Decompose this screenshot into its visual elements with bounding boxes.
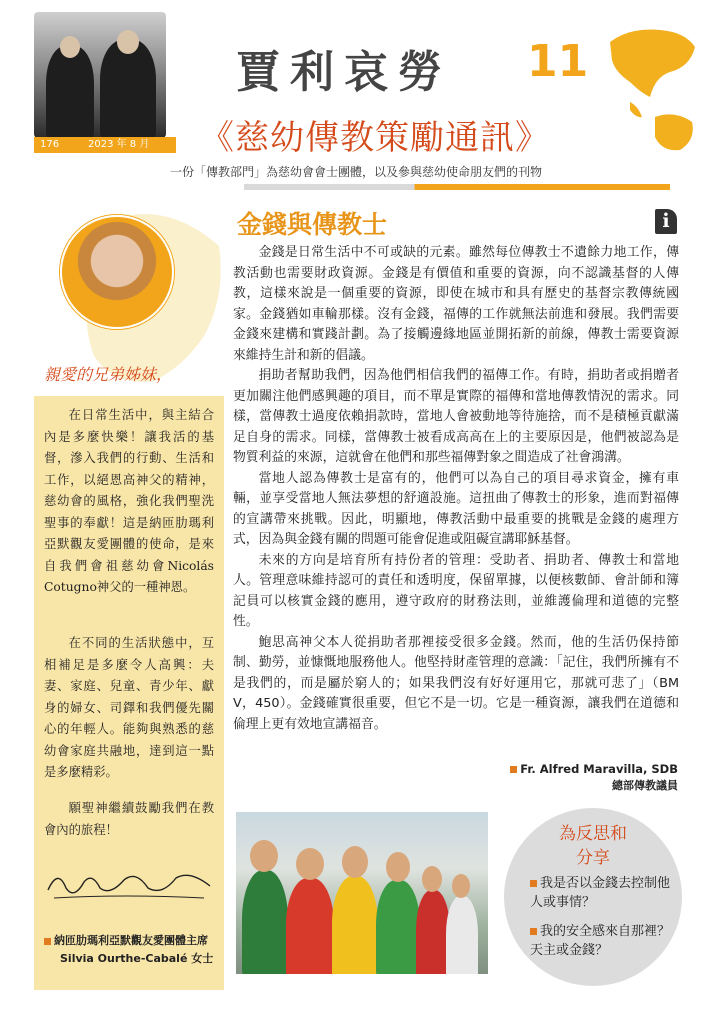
founders-photo: [34, 12, 166, 138]
article-title: 金錢與傳教士: [237, 210, 388, 239]
issue-number: 176: [40, 139, 60, 150]
signatory-name: Silvia Ourthe-Cabalé 女士: [60, 952, 214, 965]
author-portrait: [60, 215, 174, 329]
handwritten-signature: [44, 860, 214, 904]
reflection-question: 我的安全感來自那裡？天主或金錢？: [530, 924, 671, 958]
letter-paragraph: 願聖神繼續鼓勵我們在教會內的旅程！: [44, 801, 214, 837]
bullet-square-icon: [530, 880, 537, 887]
letter-greeting: 親愛的兄弟姊妹，: [44, 365, 173, 384]
tagline: 一份「傳教部門」為慈幼會會士團體，以及參與慈幼使命朋友們的刊物: [170, 165, 543, 179]
author-role: 總部傳教議員: [612, 779, 678, 792]
header-rule: [244, 184, 670, 190]
article-paragraph: 當地人認為傳教士是富有的，他們可以為自己的項目尋求資金，擁有車輛，並享受當地人無法夢想的舒適設施。這扭曲了傳教士的形象，進而對福傳的宣講帶來挑戰。因此，明顯地，傳教活動中最重要的挑戰是金錢的處理方式，因為與金錢有關的問題可能會促進或阻礙宣講耶穌基督。: [233, 470, 679, 547]
letter-paragraph: 在日常生活中，與主結合內是多麼快樂！讓我活的基督，滲入我們的行動、生活和工作，以絕恩高神父的精神，慈幼會的風格，強化我們聖洗聖事的奉獻！這是納匝肋瑪利亞默觀友愛團體的使命，是來自我們會祖慈幼會Nicolás Cotugno神父的一種神恩。: [44, 408, 214, 594]
bullet-square-icon: [44, 938, 51, 945]
bullet-square-icon: [530, 928, 537, 935]
youth-group-photo: [236, 812, 488, 974]
masthead-number: 11: [527, 36, 589, 87]
info-icon: i: [655, 209, 677, 234]
issue-bar: [34, 137, 176, 153]
letter-paragraph: 在不同的生活狀態中，互相補足是多麼令人高興：夫妻、家庭、兒童、青少年、獻身的婦女、司鐸和我們優先關心的年輕人。能夠與熟悉的慈幼會家庭共融地，達到這一點是多麼精彩。: [44, 636, 214, 779]
article-paragraph: 鮑思高神父本人從捐助者那裡接受很多金錢。然而，他的生活仍保持節制、勤勞，並慷慨地服務他人。他堅持財產管理的意識：「記住，我們所擁有不是我們的，而是屬於窮人的；如果我們沒有好好運用它，那就可悲了」（BM V，450）。金錢確實很重要，但它不是一切。它是一種資源，讓我們在道德和倫理上更有效地宣講福音。: [233, 634, 679, 732]
issue-date: 2023 年 8 月: [88, 139, 150, 150]
article-author: Fr. Alfred Maravilla, SDB: [492, 762, 678, 776]
masthead-title: 賈利哀勞: [236, 47, 452, 98]
signatory-title: 納匝肋瑪利亞默觀友愛團體主席: [44, 932, 224, 948]
article-paragraph: 金錢是日常生活中不可或缺的元素。雖然每位傳教士不遺餘力地工作，傳教活動也需要財政資源。金錢是有價值和重要的資源，向不認識基督的人傳教，這樣來說是一個重要的資源，即使在城市和具有歷史的基督宗教傳統國家。金錢猶如車輪那樣。沒有金錢，福傳的工作就無法前進和發展。我們需要金錢來建構和實踐計劃。為了接觸邊緣地區並開拓新的前線，傳教士需要資源來維持生計和新的倡議。: [233, 245, 679, 363]
article-paragraph: 未來的方向是培育所有持份者的管理：受助者、捐助者、傳教士和當地人。管理意味維持認可的責任和透明度，保留單據，以便核數師、會計師和簿記員可以核實金錢的應用，遵守政府的財務法則，並維護倫理和道德的完整性。: [233, 552, 679, 629]
article-body: [233, 243, 679, 735]
reflection-question: 我是否以金錢去控制他人或事情？: [530, 876, 671, 910]
reflection-title: 為反思和 分享: [559, 824, 627, 868]
article-paragraph: 捐助者幫助我們，因為他們相信我們的福傳工作。有時，捐助者或捐贈者更加關注他們感興趣的項目，而不單是實際的福傳和當地傳教情況的需求。同樣，當傳教士過度依賴捐款時，當地人會被動地等待施捨，而不是積極貢獻滿足自身的需求。同樣，當傳教士被看成高高在上的主要原因是，他們被認為是物質利益的來源，這就會在他們和那些福傳對象之間造成了社會鴻溝。: [233, 368, 679, 465]
bullet-square-icon: [510, 766, 517, 773]
world-map-graphic: [600, 22, 700, 162]
masthead-subtitle: 《慈幼傳教策勵通訊》: [200, 118, 550, 158]
